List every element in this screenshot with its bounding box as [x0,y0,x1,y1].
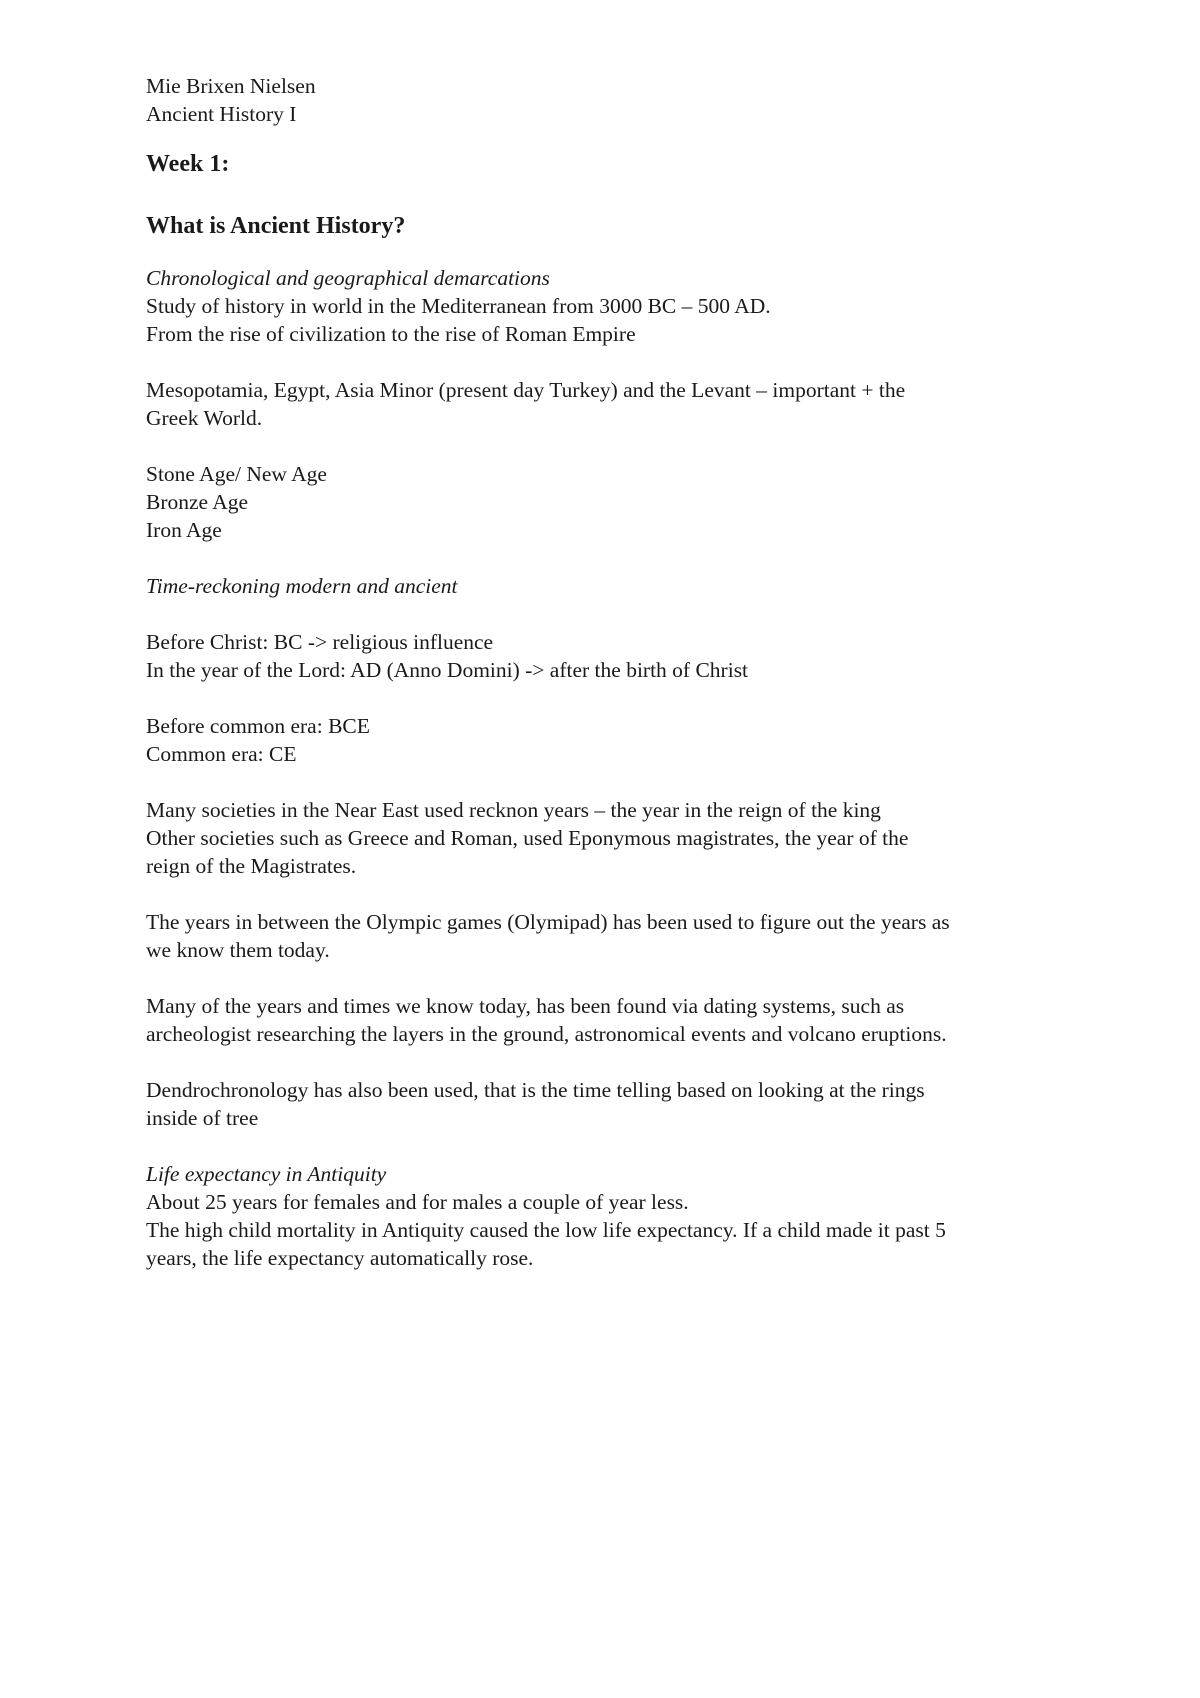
paragraph-line: Dendrochronology has also been used, that is the time telling based on looking at the rings [146,1078,925,1102]
section-ages [146,460,1086,544]
paragraph-line: From the rise of civilization to the rise of Roman Empire [146,322,636,346]
paragraph-line: Greek World. [146,406,263,430]
paragraph-line: About 25 years for females and for males a couple of year less. [146,1190,689,1214]
section-bc-ad [146,628,1086,684]
document-body [146,72,1086,1300]
page-title: What is Ancient History? [146,213,406,239]
paragraph-line: Before Christ: BC -> religious influence [146,630,494,654]
author-name: Mie Brixen Nielsen [146,74,316,98]
paragraph-line: Before common era: BCE [146,714,370,738]
document-header [146,72,1086,128]
section-dendrochronology [146,1076,1086,1132]
section-time-reckoning [146,572,1086,600]
subheading-life-expectancy: Life expectancy in Antiquity [146,1162,387,1186]
section-dating [146,992,1086,1048]
paragraph-line: Many societies in the Near East used recknon years – the year in the reign of the king [146,798,881,822]
age-item: Bronze Age [146,490,249,514]
subheading-time-reckoning: Time-reckoning modern and ancient [146,574,458,598]
paragraph-line: Other societies such as Greece and Roman, used Eponymous magistrates, the year of the [146,826,909,850]
age-item: Iron Age [146,518,222,542]
paragraph-line: In the year of the Lord: AD (Anno Domini) -> after the birth of Christ [146,658,749,682]
section-regions [146,376,1086,432]
section-societies [146,796,1086,880]
paragraph-line: we know them today. [146,938,330,962]
paragraph-line: inside of tree [146,1106,259,1130]
paragraph-line: Mesopotamia, Egypt, Asia Minor (present day Turkey) and the Levant – important + the [146,378,906,402]
paragraph-line: archeologist researching the layers in the ground, astronomical events and volcano eruptions. [146,1022,947,1046]
section-olympiad [146,908,1086,964]
paragraph-line: Many of the years and times we know today, has been found via dating systems, such as [146,994,905,1018]
week-heading: Week 1: [146,151,230,177]
paragraph-line: The years in between the Olympic games (Olymipad) has been used to figure out the years as [146,910,950,934]
subheading-chronological: Chronological and geographical demarcations [146,266,550,290]
course-name: Ancient History I [146,102,297,126]
paragraph-line: Study of history in world in the Mediterranean from 3000 BC – 500 AD. [146,294,771,318]
section-life-expectancy [146,1160,1086,1272]
age-item: Stone Age/ New Age [146,462,327,486]
section-bce-ce [146,712,1086,768]
paragraph-line: reign of the Magistrates. [146,854,357,878]
paragraph-line: The high child mortality in Antiquity caused the low life expectancy. If a child made it past 5 [146,1218,946,1242]
paragraph-line: Common era: CE [146,742,297,766]
section-chronological [146,264,1086,348]
paragraph-line: years, the life expectancy automatically rose. [146,1246,534,1270]
